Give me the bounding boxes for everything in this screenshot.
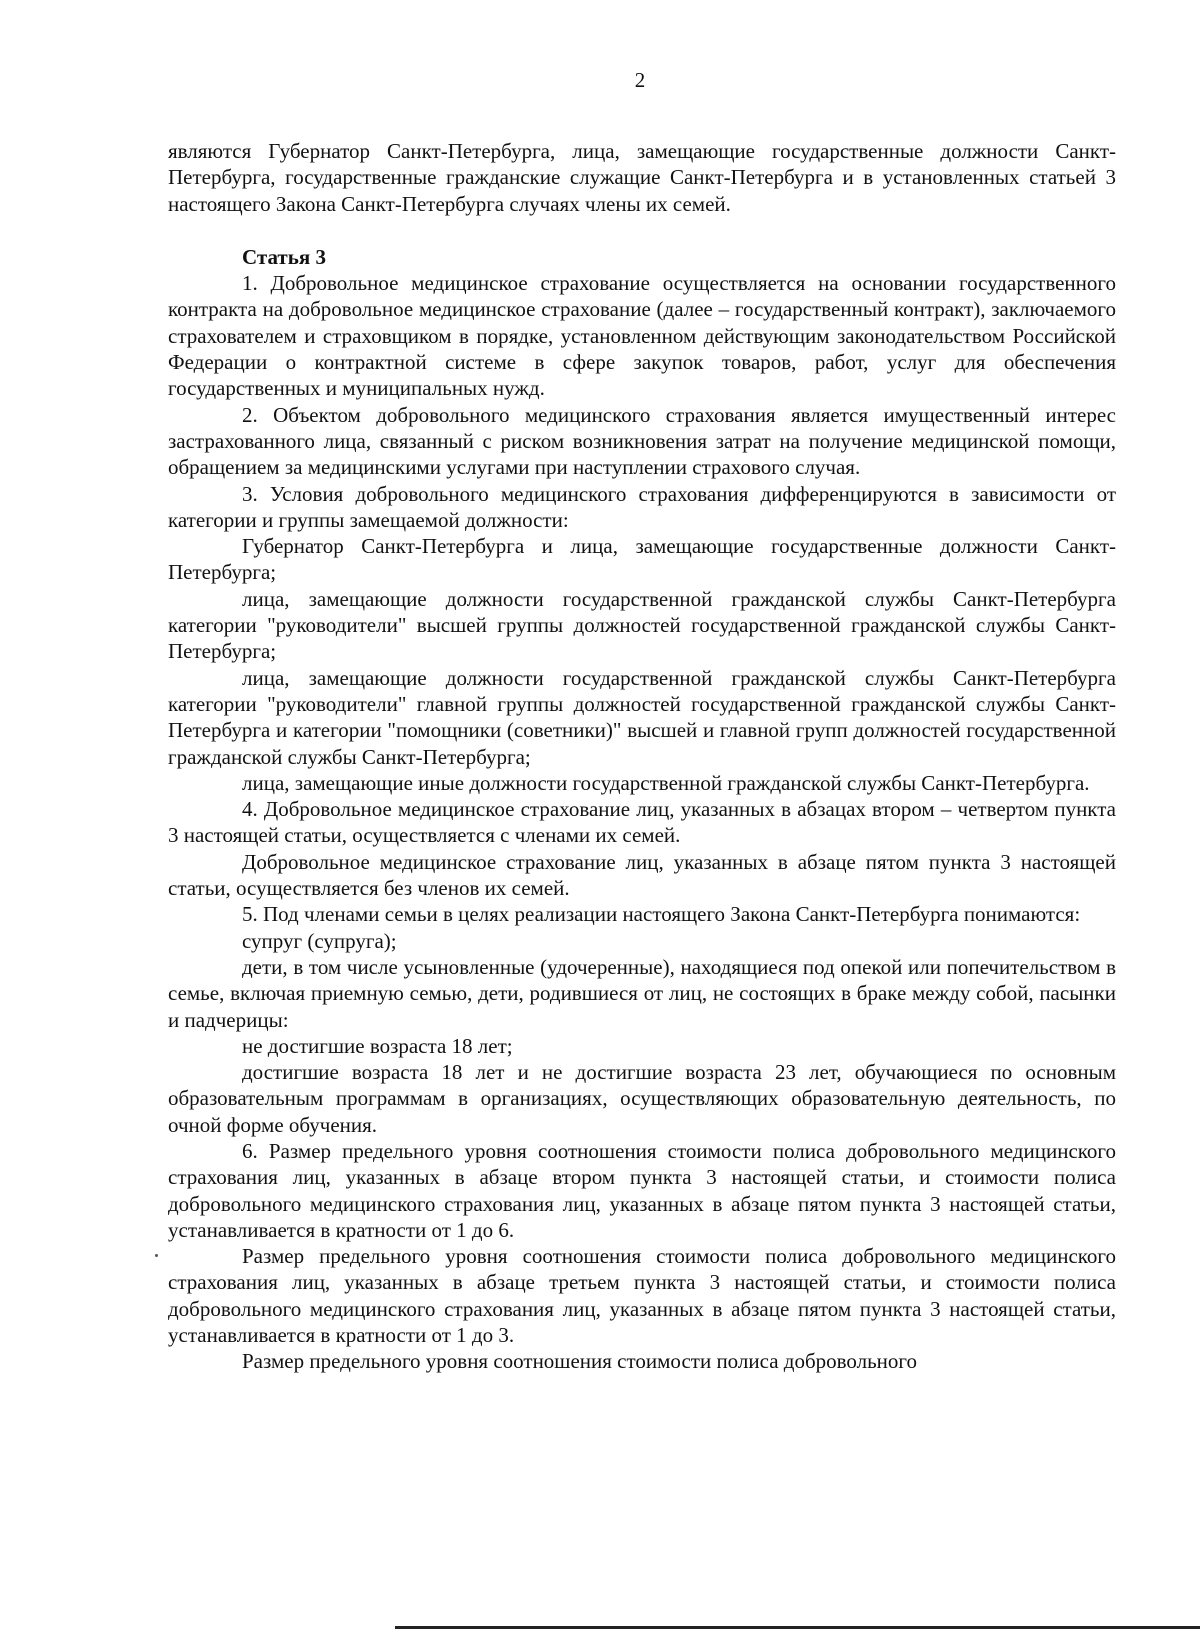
paragraph-3-item-governor: Губернатор Санкт-Петербурга и лица, замещающие государственные должности Санкт-Петербурга;	[168, 534, 1116, 585]
page-number: 2	[634, 68, 646, 92]
paragraph-5: 5. Под членами семьи в целях реализации настоящего Закона Санкт-Петербурга понимаются:	[242, 902, 1081, 927]
paragraph-6-second: Размер предельного уровня соотношения стоимости полиса добровольного медицинского страхования лиц, указанных в абзаце третьем пункта 3 настоящей статьи, и стоимости полиса добровольного медицинского страхования лиц, указанных в абзаце пятом пункта 3 настоящей статьи, устанавливается в кратности от 1 до 3.	[168, 1244, 1116, 1348]
document-body	[168, 138, 1116, 1375]
paragraph-3-item-main-group: лица, замещающие должности государственной гражданской службы Санкт-Петербурга категории "руководители" главной группы должностей государственной гражданской службы Санкт-Петербурга и категории "помощники (советники)" высшей и главной групп должностей государственной гражданской службы Санкт-Петербурга;	[168, 665, 1116, 769]
paragraph-3: 3. Условия добровольного медицинского страхования дифференцируются в зависимости от категории и группы замещаемой должности:	[168, 481, 1116, 532]
paragraph-3-item-highest-group: лица, замещающие должности государственной гражданской службы Санкт-Петербурга категории "руководители" высшей группы должностей государственной гражданской службы Санкт-Петербурга;	[168, 586, 1116, 664]
paragraph-5-children: дети, в том числе усыновленные (удочеренные), находящиеся под опекой или попечительством в семье, включая приемную семью, дети, родившиеся от лиц, не состоящих в браке между собой, пасынки и падчерицы:	[168, 954, 1116, 1032]
paragraph-4-continuation: Добровольное медицинское страхование лиц, указанных в абзаце пятом пункта 3 настоящей статьи, осуществляется без членов их семей.	[168, 849, 1116, 901]
paragraph-5-18-to-23: достигшие возраста 18 лет и не достигшие возраста 23 лет, обучающиеся по основным образовательным программам в организациях, осуществляющих образовательную деятельность, по очной форме обучения.	[168, 1060, 1116, 1137]
paragraph-5-spouse: супруг (супруга);	[242, 928, 397, 953]
paragraph-2: 2. Объектом добровольного медицинского страхования является имущественный интерес застрахованного лица, связанный с риском возникновения затрат на получение медицинской помощи, обращением за медицинскими услугами при наступлении страхового случая.	[168, 402, 1116, 480]
paragraph-6-third-partial: Размер предельного уровня соотношения стоимости полиса добровольного	[242, 1349, 918, 1374]
paragraph-6: 6. Размер предельного уровня соотношения стоимости полиса добровольного медицинского страхования лиц, указанных в абзаце втором пункта 3 настоящей статьи, и стоимости полиса добровольного медицинского страхования лиц, указанных в абзаце пятом пункта 3 настоящей статьи, устанавливается в кратности от 1 до 6.	[168, 1138, 1116, 1242]
paragraph-3-item-other: лица, замещающие иные должности государственной гражданской службы Санкт-Петербурга.	[242, 770, 1090, 795]
intro-paragraph: являются Губернатор Санкт-Петербурга, лица, замещающие государственные должности Санкт-Петербурга, государственные гражданские служащие Санкт-Петербурга и в установленных статьей 3 настоящего Закона Санкт-Петербурга случаях члены их семей.	[168, 139, 1116, 216]
article-title: Статья 3	[242, 244, 326, 269]
paragraph-4: 4. Добровольное медицинское страхование лиц, указанных в абзацах втором – четвертом пункта 3 настоящей статьи, осуществляется с членами их семей.	[168, 797, 1116, 848]
paragraph-1: 1. Добровольное медицинское страхование осуществляется на основании государственного контракта на добровольное медицинское страхование (далее – государственный контракт), заключаемого страхователем и страховщиком в порядке, установленном действующим законодательством Российской Федерации о контрактной системе в сфере закупок товаров, работ, услуг для обеспечения государственных и муниципальных нужд.	[168, 271, 1116, 401]
scan-dot	[155, 1254, 158, 1257]
paragraph-5-under-18: не достигшие возраста 18 лет;	[242, 1033, 513, 1058]
